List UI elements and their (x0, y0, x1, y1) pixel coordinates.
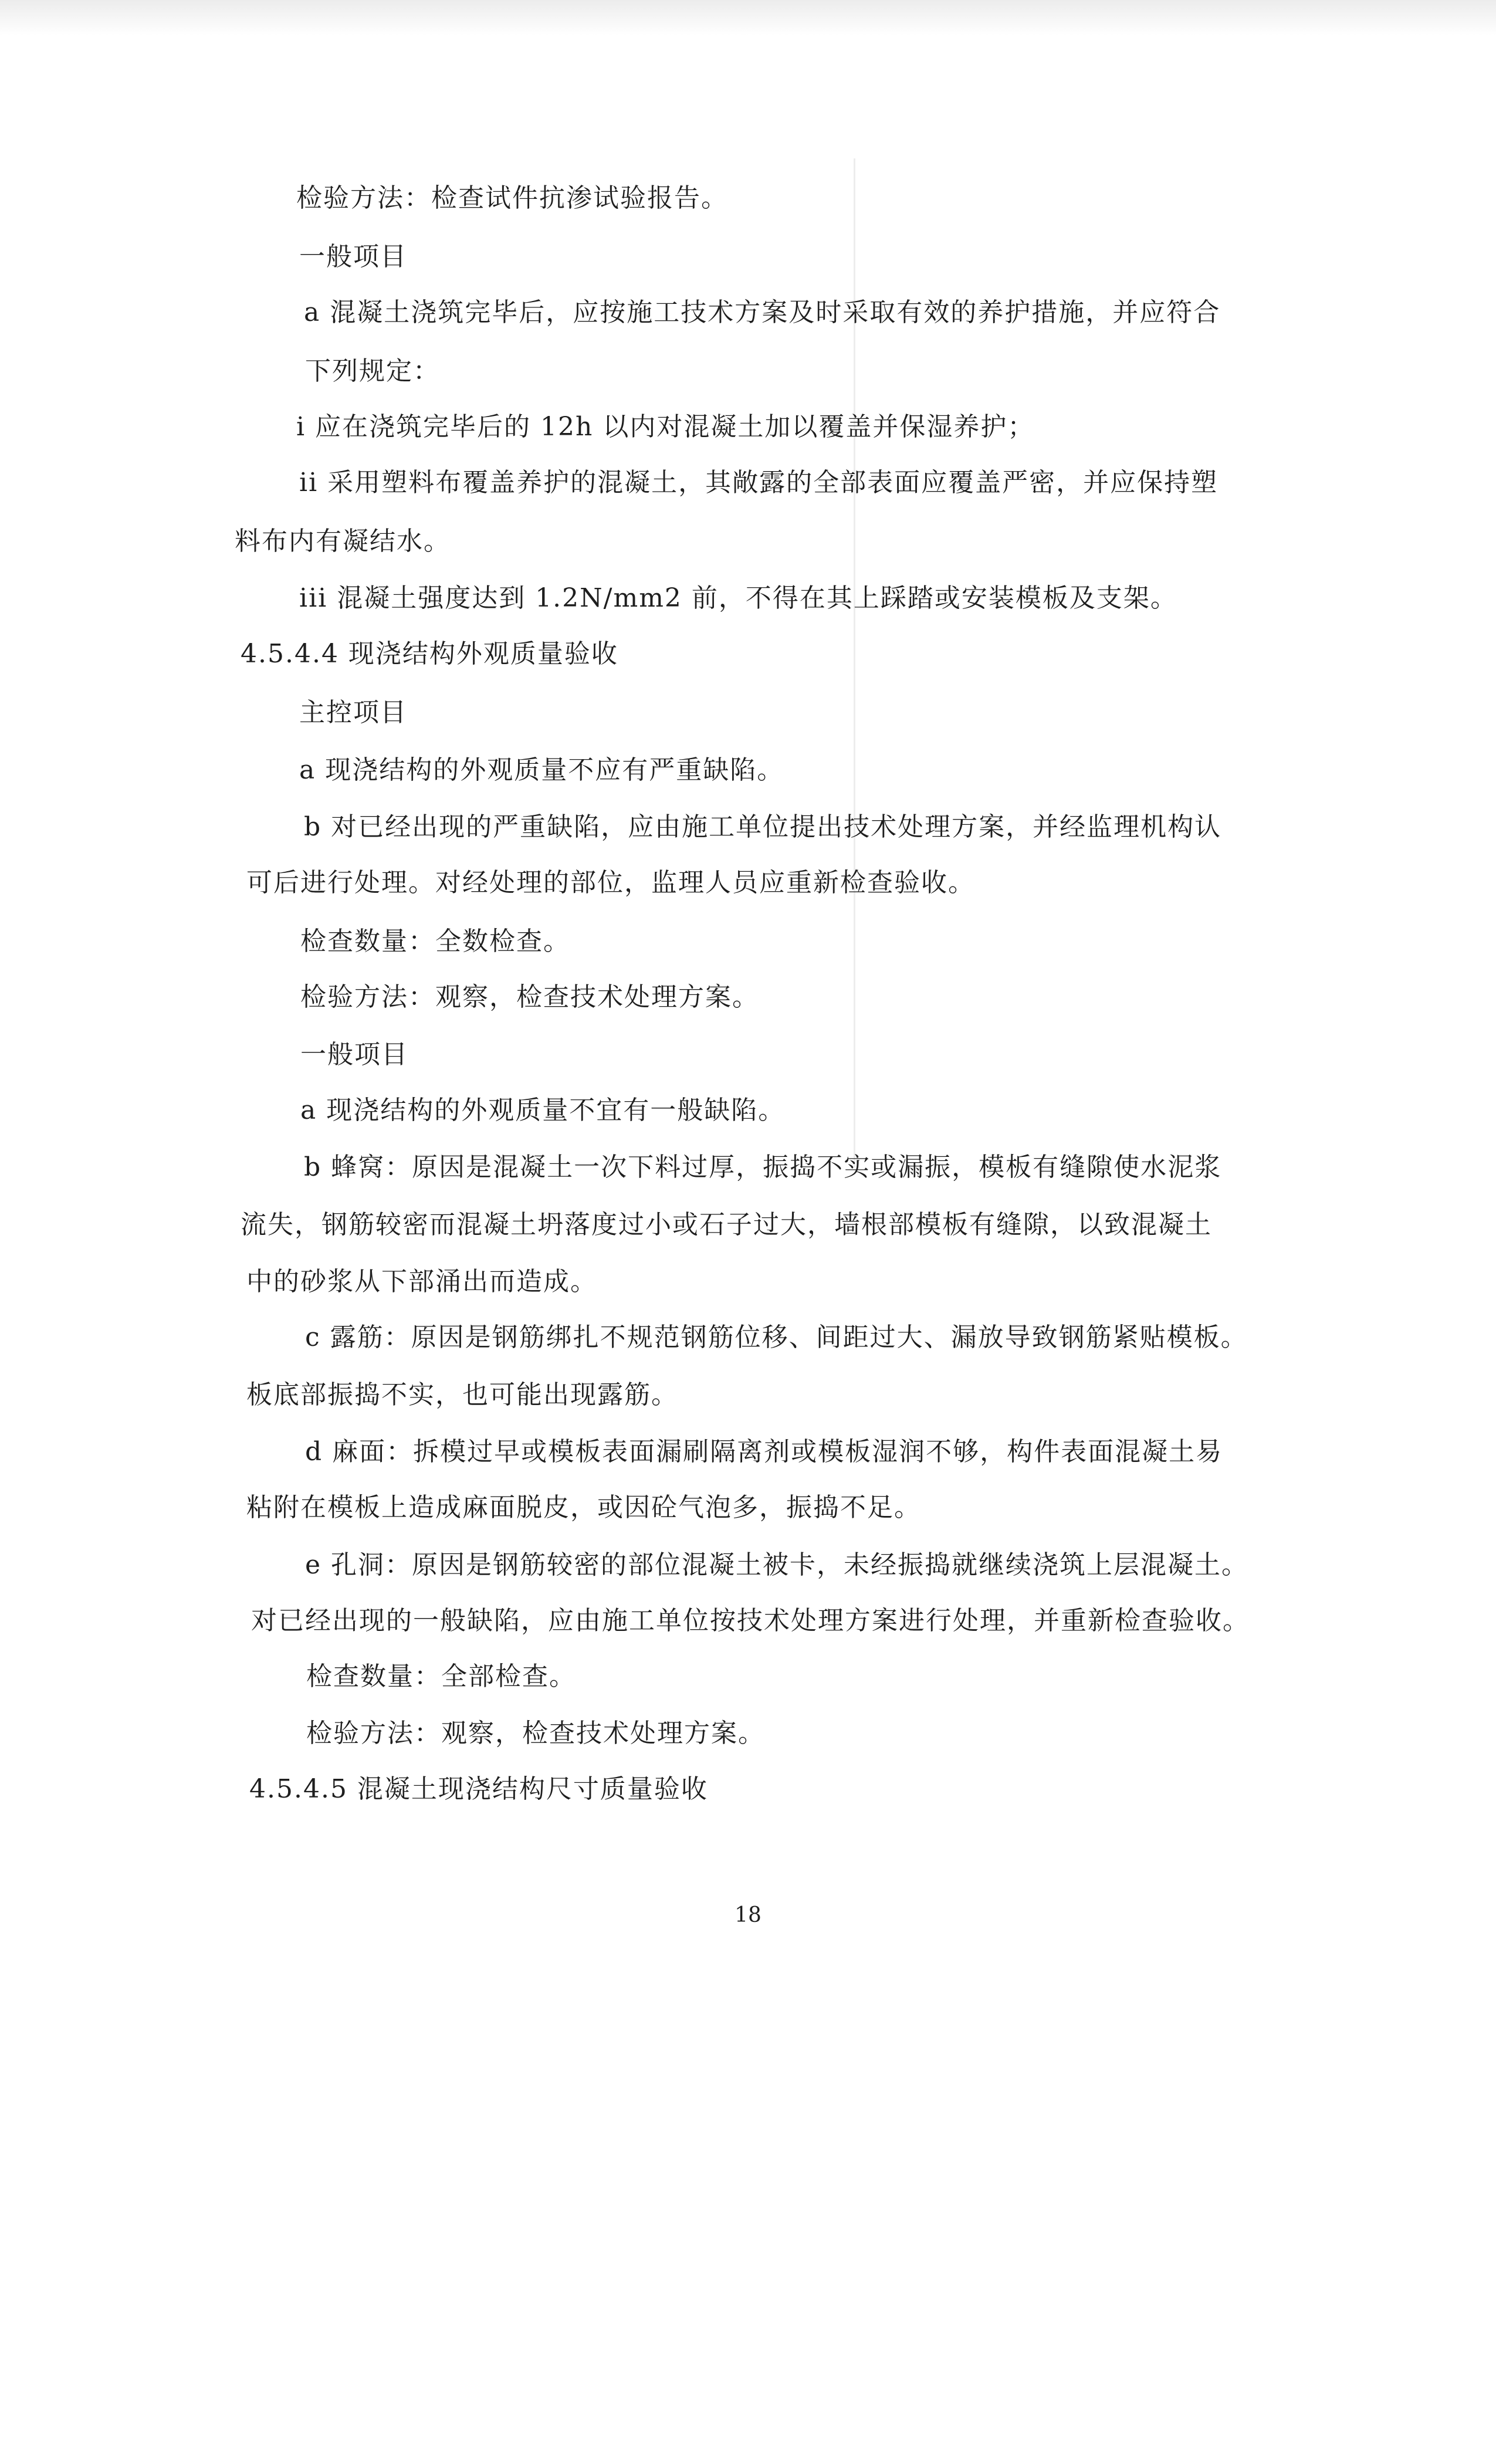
text-line: a 现浇结构的外观质量不应有严重缺陷。 (299, 755, 784, 785)
text-line: a 混凝土浇筑完毕后，应按施工技术方案及时采取有效的养护措施，并应符合 (304, 297, 1221, 327)
text-line: d 麻面：拆模过早或模板表面漏刷隔离剂或模板湿润不够，构件表面混凝土易 (305, 1437, 1223, 1467)
text-line: 粘附在模板上造成麻面脱皮，或因砼气泡多，振捣不足。 (246, 1492, 921, 1522)
text-line: e 孔洞：原因是钢筋较密的部位混凝土被卡，未经振捣就继续浇筑上层混凝土。 (305, 1550, 1249, 1580)
text-line: i 应在浇筑完毕后的 12h 以内对混凝土加以覆盖并保湿养护； (296, 412, 1035, 442)
text-line: 一般项目 (300, 1040, 408, 1069)
text-line: 对已经出现的一般缺陷，应由施工单位按技术处理方案进行处理，并重新检查验收。 (251, 1606, 1250, 1636)
text-line: c 露筋：原因是钢筋绑扎不规范钢筋位移、间距过大、漏放导致钢筋紧贴模板。 (305, 1322, 1248, 1352)
text-line: ii 采用塑料布覆盖养护的混凝土，其敞露的全部表面应覆盖严密，并应保持塑 (299, 468, 1219, 497)
text-line: 检验方法：检查试件抗渗试验报告。 (296, 183, 728, 213)
text-line: 检查数量：全数检查。 (300, 926, 570, 956)
text-line: b 蜂窝：原因是混凝土一次下料过厚，振捣不实或漏振，模板有缝隙使水泥浆 (304, 1152, 1222, 1182)
text-line: 可后进行处理。对经处理的部位，监理人员应重新检查验收。 (246, 868, 975, 898)
text-line: 检验方法：观察，检查技术处理方案。 (300, 982, 759, 1012)
text-line: 中的砂浆从下部涌出而造成。 (246, 1267, 597, 1297)
text-line: a 现浇结构的外观质量不宜有一般缺陷。 (300, 1095, 786, 1125)
text-line: 板底部振捣不实，也可能出现露筋。 (246, 1380, 678, 1410)
scan-shadow (0, 0, 1496, 35)
text-line: 流失，钢筋较密而混凝土坍落度过小或石子过大，墙根部模板有缝隙，以致混凝土 (241, 1210, 1212, 1240)
text-line: 料布内有凝结水。 (235, 526, 451, 556)
text-line: iii 混凝土强度达到 1.2N/mm2 前，不得在其上踩踏或安装模板及支架。 (299, 583, 1177, 613)
section-heading: 4.5.4.5 混凝土现浇结构尺寸质量验收 (249, 1774, 708, 1804)
text-line: 检验方法：观察，检查技术处理方案。 (306, 1718, 765, 1748)
text-line: b 对已经出现的严重缺陷，应由施工单位提出技术处理方案，并经监理机构认 (304, 812, 1222, 842)
page-number: 18 (735, 1903, 761, 1927)
section-heading: 4.5.4.4 现浇结构外观质量验收 (241, 639, 618, 669)
text-line: 检查数量：全部检查。 (306, 1661, 576, 1691)
text-line: 一般项目 (299, 242, 407, 272)
text-line: 主控项目 (299, 698, 407, 727)
text-line: 下列规定： (305, 356, 440, 386)
